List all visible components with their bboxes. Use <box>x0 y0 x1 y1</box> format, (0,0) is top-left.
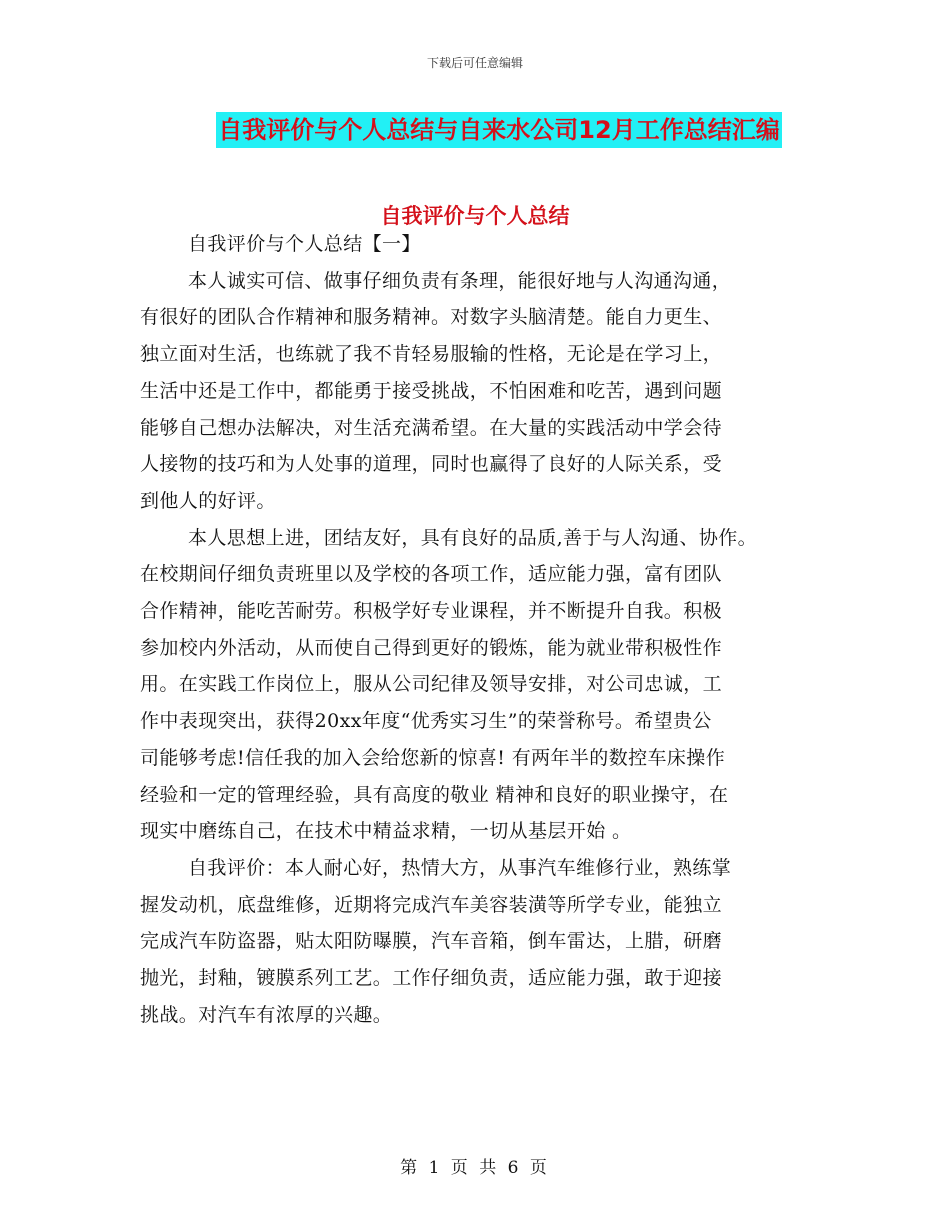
paragraph-line: 用。在实践工作岗位上，服从公司纪律及领导安排，对公司忠诚，工 <box>140 673 723 696</box>
paragraph-line: 本人诚实可信、做事仔细负责有条理，能很好地与人沟通沟通， <box>188 269 732 292</box>
paragraph-line: 在校期间仔细负责班里以及学校的各项工作，适应能力强，富有团队 <box>140 563 723 586</box>
paragraph-line: 司能够考虑!信任我的加入会给您新的惊喜! 有两年半的数控车床操作 <box>140 746 726 769</box>
main-title: 自我评价与个人总结与自来水公司12月工作总结汇编 <box>216 112 781 148</box>
paragraph-line: 生活中还是工作中，都能勇于接受挑战，不怕困难和吃苦，遇到问题 <box>140 379 723 402</box>
paragraph-line: 抛光，封釉，镀膜系列工艺。工作仔细负责，适应能力强，敢于迎接 <box>140 967 723 990</box>
paragraph-line: 独立面对生活，也练就了我不肯轻易服输的性格，无论是在学习上， <box>140 343 723 366</box>
paragraph-line: 人接物的技巧和为人处事的道理，同时也赢得了良好的人际关系，受 <box>140 453 723 476</box>
paragraph-line: 能够自己想办法解决，对生活充满希望。在大量的实践活动中学会待 <box>140 416 723 439</box>
paragraph-line: 到他人的好评。 <box>140 489 276 512</box>
document-body <box>140 222 830 1033</box>
paragraph-2 <box>140 520 830 850</box>
paragraph-line: 现实中磨练自己，在技术中精益求精，一切从基层开始 。 <box>140 820 632 843</box>
page-number-footer: 第 1 页 共 6 页 <box>400 1158 550 1178</box>
section-heading: 自我评价与个人总结【一】 <box>188 233 421 255</box>
paragraph-3 <box>140 850 830 1034</box>
sub-title: 自我评价与个人总结 <box>380 204 570 228</box>
paragraph-line: 完成汽车防盗器，贴太阳防曝膜，汽车音箱，倒车雷达，上腊，研磨 <box>140 930 723 953</box>
paragraph-line: 参加校内外活动，从而使自己得到更好的锻炼，能为就业带积极性作 <box>140 636 723 659</box>
paragraph-line: 自我评价：本人耐心好，热情大方，从事汽车维修行业，熟练掌 <box>188 856 732 879</box>
paragraph-line: 作中表现突出，获得20xx年度“优秀实习生”的荣誉称号。希望贵公 <box>140 710 712 733</box>
paragraph-line: 经验和一定的管理经验，具有高度的敬业 精神和良好的职业操守，在 <box>140 783 729 806</box>
paragraph-1 <box>140 263 830 520</box>
paragraph-line: 挑战。对汽车有浓厚的兴趣。 <box>140 1003 393 1026</box>
paragraph-line: 本人思想上进，团结友好，具有良好的品质,善于与人沟通、协作。 <box>188 526 758 549</box>
page-header-note: 下载后可任意编辑 <box>426 56 523 70</box>
main-title-container <box>0 112 950 148</box>
paragraph-line: 握发动机，底盘维修，近期将完成汽车美容装潢等所学专业，能独立 <box>140 893 723 916</box>
paragraph-line: 有很好的团队合作精神和服务精神。对数字头脑清楚。能自力更生、 <box>140 306 723 329</box>
paragraph-line: 合作精神，能吃苦耐劳。积极学好专业课程，并不断提升自我。积极 <box>140 600 723 623</box>
